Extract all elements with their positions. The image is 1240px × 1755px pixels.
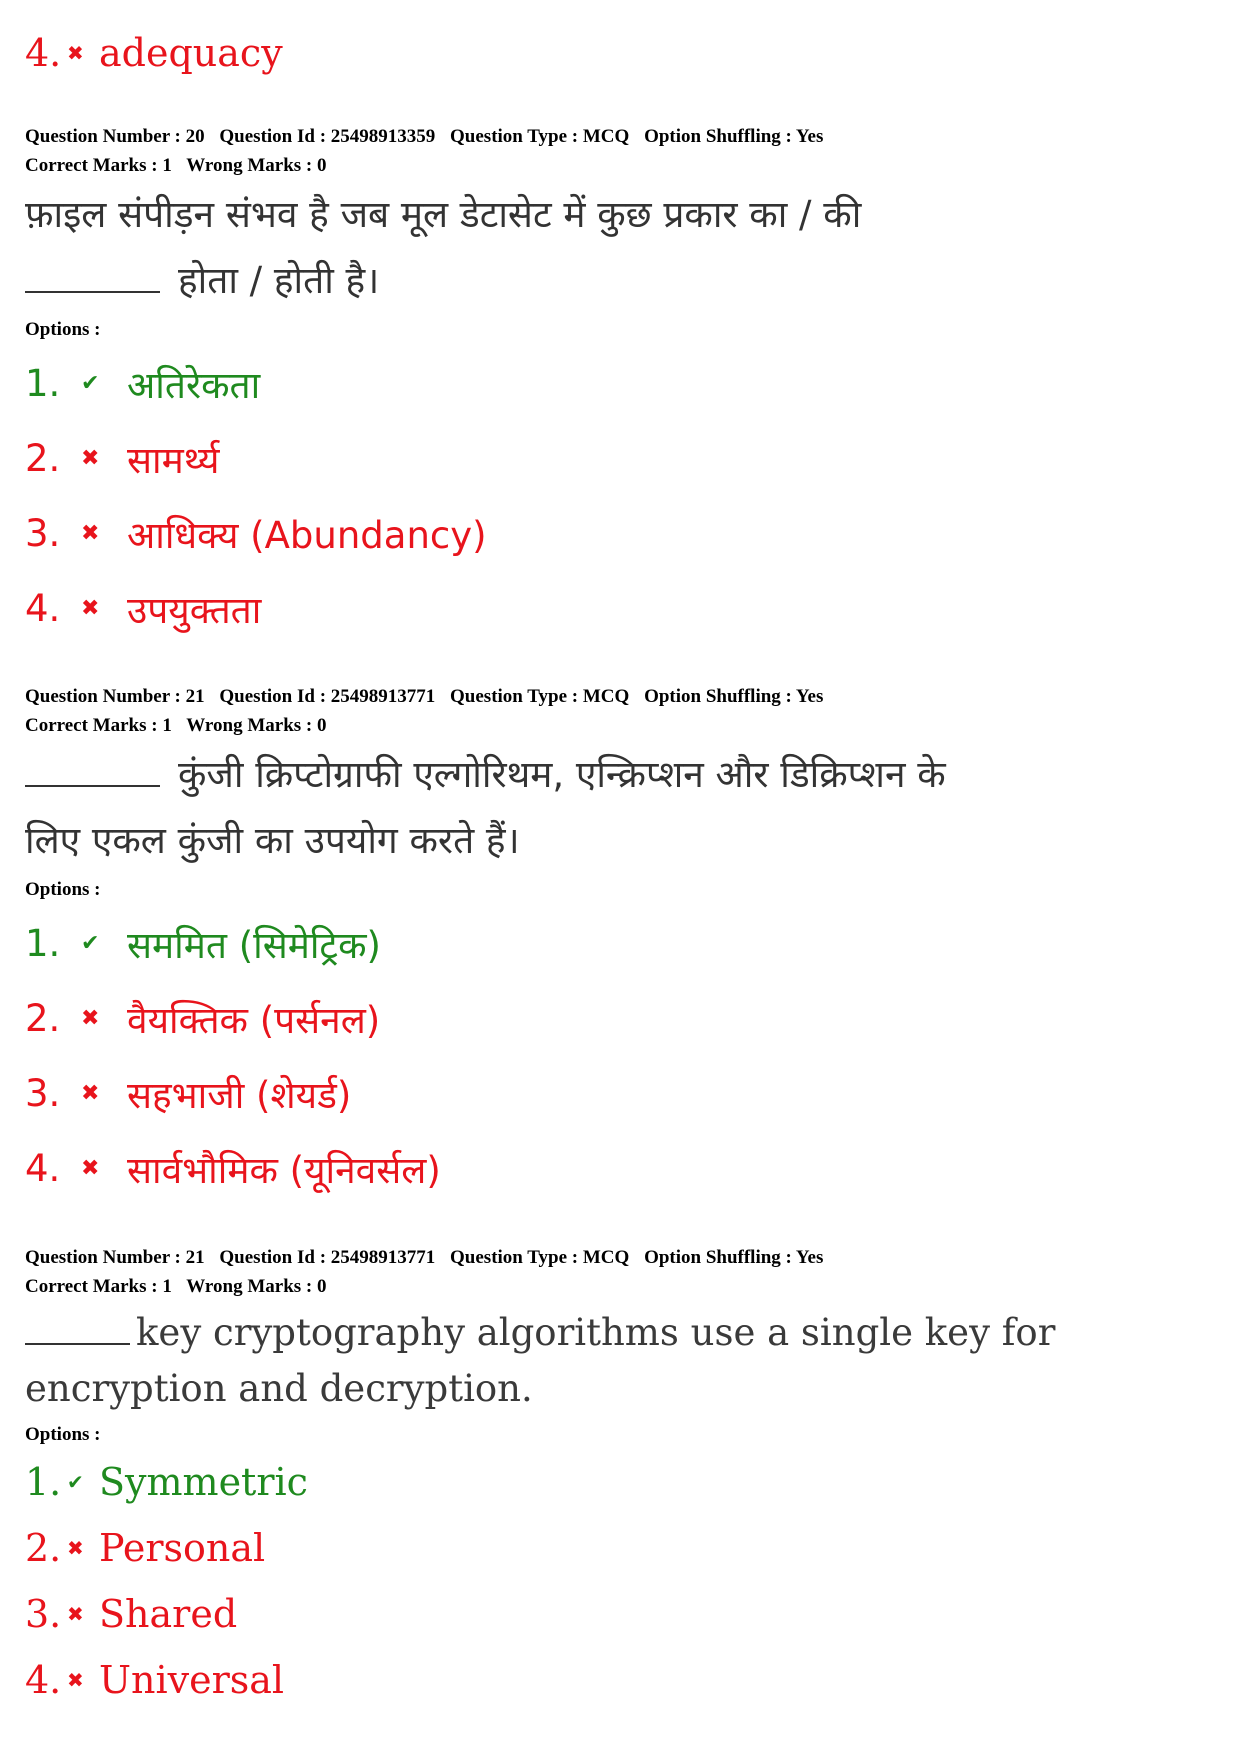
question-block-21-hindi [25,682,1215,1206]
option-4 [25,1647,1215,1713]
fill-in-blank [25,785,160,787]
option-text: सामर्थ्य [127,439,220,482]
correct-marks: Correct Marks : 1 [25,1276,172,1297]
option-number: 4. [25,587,61,630]
correct-marks: Correct Marks : 1 [25,715,172,736]
option-3 [25,1056,1215,1131]
option-number: 1. [25,362,61,405]
question-meta-line1 [25,122,1215,151]
option-text: उपयुक्तता [127,589,262,632]
question-text-line1-text: कुंजी क्रिप्टोग्राफी एल्गोरिथम, एन्क्रिप्शन और डिक्रिप्शन के [178,753,946,796]
option-number: 2. [25,997,61,1040]
question-block-21-english [25,1243,1215,1713]
option-1 [25,1449,1215,1515]
question-number: Question Number : 20 [25,126,205,147]
cross-icon: ✖ [81,446,100,471]
option-text: वैयक्तिक (पर्सनल) [127,999,381,1042]
question-block-20 [25,122,1215,646]
question-meta-line2 [25,1272,1215,1301]
option-text: Universal [99,1658,285,1702]
options-list [25,1449,1215,1713]
question-text-line1-text: key cryptography algorithms use a single key for [136,1311,1056,1354]
correct-marks: Correct Marks : 1 [25,155,172,176]
options-label: Options : [25,1424,101,1445]
option-1 [25,906,1215,981]
cross-icon: ✖ [81,1006,100,1031]
option-4 [25,1131,1215,1206]
question-id: Question Id : 25498913771 [219,686,436,707]
cross-icon: ✖ [67,1668,84,1692]
option-2 [25,421,1215,496]
question-text [25,742,1215,874]
option-number: 4. [25,1147,61,1190]
cross-icon: ✖ [67,1536,84,1560]
option-text: सार्वभौमिक (यूनिवर्सल) [127,1149,441,1192]
question-text-line2: encryption and decryption. [25,1367,533,1410]
option-number: 2. [25,437,61,480]
option-number: 1. [25,922,61,965]
option-text: Symmetric [99,1460,308,1504]
question-type: Question Type : MCQ [450,686,630,707]
cross-icon: ✖ [67,1602,84,1626]
options-label: Options : [25,879,101,900]
fill-in-blank [25,291,160,293]
option-4 [25,571,1215,646]
check-icon: ✔ [67,1470,84,1494]
option-shuffling: Option Shuffling : Yes [644,126,824,147]
question-text [25,182,1215,314]
cross-icon: ✖ [81,1156,100,1181]
cross-icon: ✖ [81,596,100,621]
cross-icon: ✖ [81,1081,100,1106]
option-number: 3. [25,1592,62,1636]
options-label: Options : [25,319,101,340]
option-shuffling: Option Shuffling : Yes [644,686,824,707]
question-id: Question Id : 25498913359 [219,126,436,147]
option-text: Personal [99,1526,266,1570]
question-meta-line1 [25,682,1215,711]
wrong-marks: Wrong Marks : 0 [186,1276,327,1297]
cross-icon: ✖ [67,41,84,65]
question-meta-line2 [25,151,1215,180]
options-list [25,346,1215,646]
previous-question-option-4 [25,20,283,86]
question-text-line2 [25,248,1215,314]
check-icon: ✔ [81,931,100,956]
option-text: Shared [99,1592,238,1636]
question-text-line1 [25,1305,1215,1361]
option-2 [25,981,1215,1056]
option-text: आधिक्य (Abundancy) [127,514,487,557]
question-text-line1: फ़ाइल संपीड़न संभव है जब मूल डेटासेट में कुछ प्रकार का / की [25,193,862,236]
check-icon: ✔ [81,371,100,396]
option-text: अतिरेकता [127,364,261,407]
cross-icon: ✖ [81,521,100,546]
question-text-line2: लिए एकल कुंजी का उपयोग करते हैं। [25,819,520,862]
options-list [25,906,1215,1206]
option-number: 4. [25,1658,62,1702]
option-number: 3. [25,1072,61,1115]
option-1 [25,346,1215,421]
question-number: Question Number : 21 [25,686,205,707]
question-text [25,1305,1215,1417]
wrong-marks: Wrong Marks : 0 [186,715,327,736]
option-number: 4. [25,31,62,75]
question-text-line2-text: होता / होती है। [178,259,380,302]
option-text: adequacy [99,31,283,75]
option-text: सहभाजी (शेयर्ड) [127,1074,352,1117]
question-id: Question Id : 25498913771 [219,1247,436,1268]
fill-in-blank [25,1343,130,1345]
option-number: 1. [25,1460,62,1504]
question-meta-line1 [25,1243,1215,1272]
question-meta-line2 [25,711,1215,740]
option-2 [25,1515,1215,1581]
option-shuffling: Option Shuffling : Yes [644,1247,824,1268]
question-type: Question Type : MCQ [450,126,630,147]
wrong-marks: Wrong Marks : 0 [186,155,327,176]
option-text: सममित (सिमेट्रिक) [127,924,381,967]
question-type: Question Type : MCQ [450,1247,630,1268]
question-text-line1 [25,742,1215,808]
option-number: 2. [25,1526,62,1570]
question-number: Question Number : 21 [25,1247,205,1268]
option-number: 3. [25,512,61,555]
option-3 [25,496,1215,571]
option-3 [25,1581,1215,1647]
